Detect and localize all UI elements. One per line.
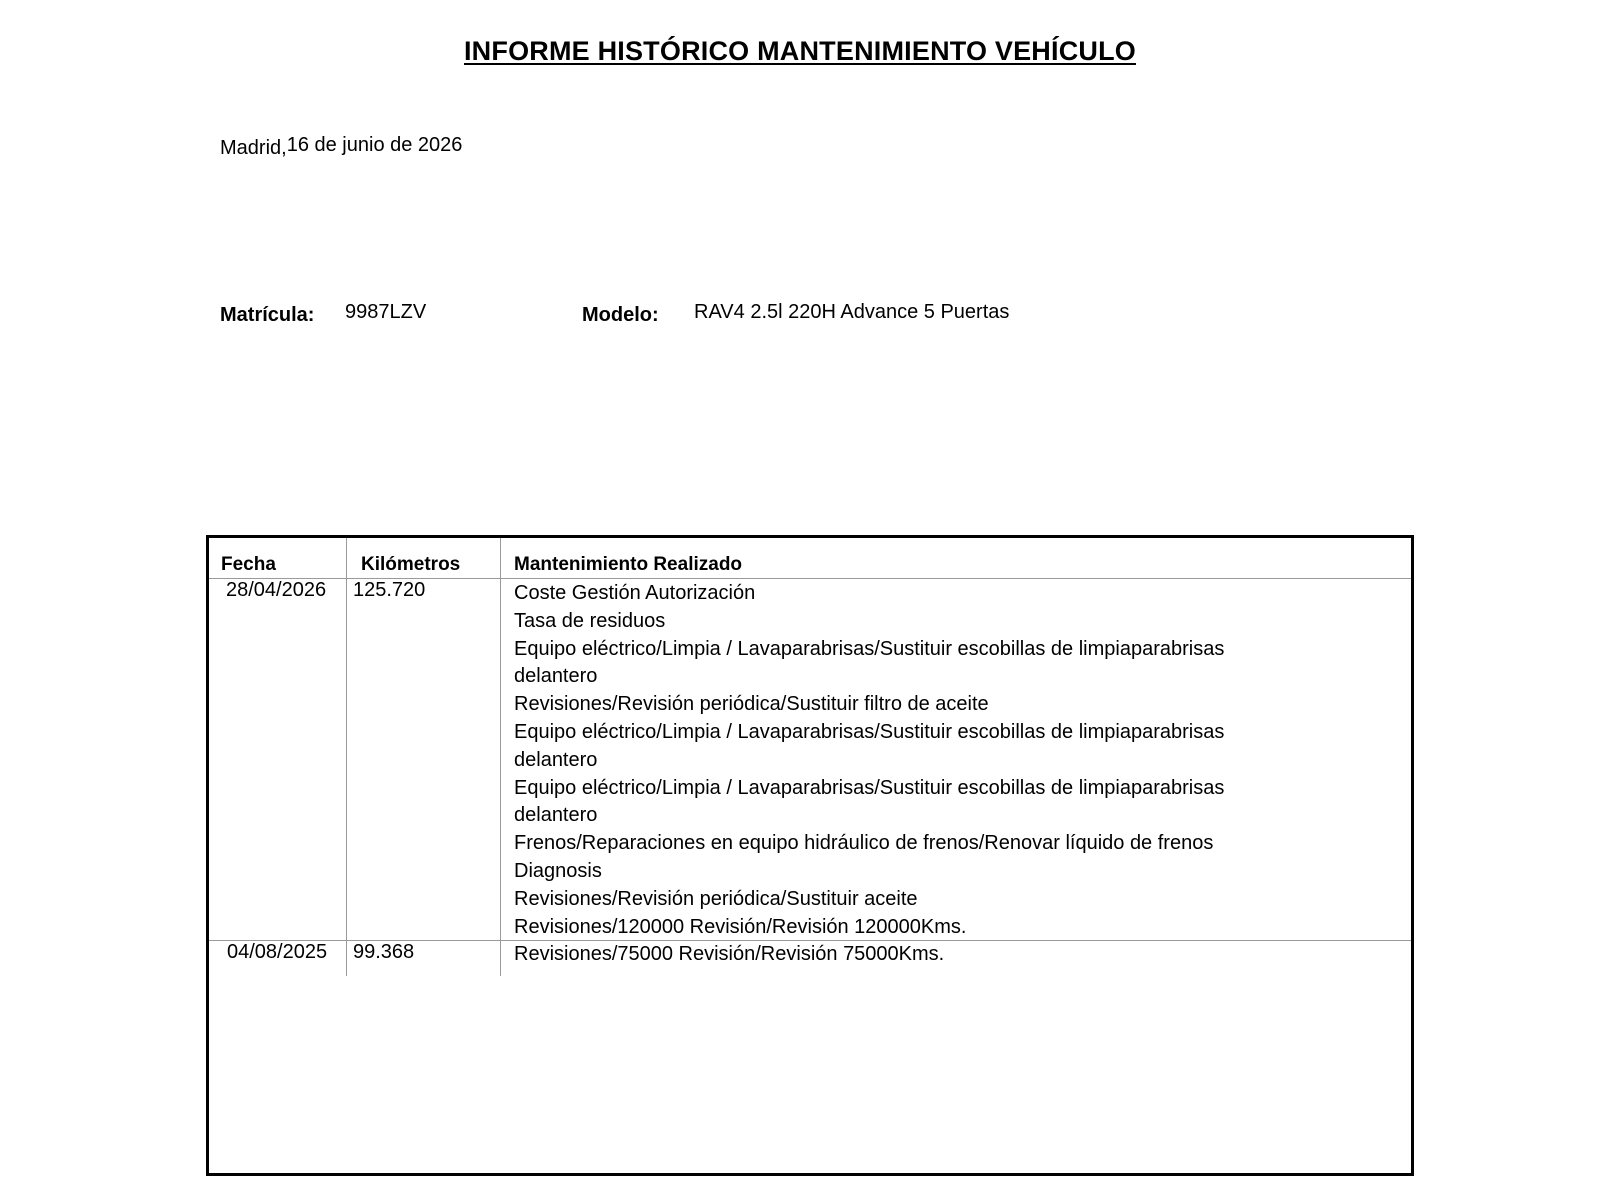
maintenance-item: Frenos/Reparaciones en equipo hidráulico de frenos/Renovar líquido de frenos (514, 832, 1214, 855)
header-km: Kilómetros (361, 554, 461, 575)
maintenance-item: Diagnosis (514, 859, 602, 882)
model-value: RAV4 2.5l 220H Advance 5 Puertas (694, 301, 1010, 323)
model-label: Modelo: (582, 304, 659, 326)
maintenance-item: Tasa de residuos (514, 609, 666, 632)
plate-value: 9987LZV (345, 301, 427, 323)
report-place: Madrid, (220, 137, 287, 159)
report-date-line (220, 134, 462, 157)
maintenance-item: Revisiones/75000 Revisión/Revisión 75000Kms. (514, 943, 945, 965)
report-date: 16 de junio de 2026 (286, 134, 463, 156)
row-1-km: 125.720 (353, 579, 426, 601)
header-work: Mantenimiento Realizado (514, 554, 743, 575)
maintenance-item: Equipo eléctrico/Limpia / Lavaparabrisas/Sustituir escobillas de limpiaparabrisas delantero (514, 720, 1225, 771)
row-1-date: 28/04/2026 (226, 579, 327, 601)
maintenance-item: Revisiones/Revisión periódica/Sustituir filtro de aceite (514, 693, 989, 716)
maintenance-item: Equipo eléctrico/Limpia / Lavaparabrisas/Sustituir escobillas de limpiaparabrisas delantero (514, 776, 1225, 827)
maintenance-item: Coste Gestión Autorización (514, 582, 756, 604)
column-divider-date-km (346, 538, 347, 976)
row-2-km: 99.368 (353, 941, 415, 963)
row-2-date: 04/08/2025 (227, 941, 328, 963)
column-divider-km-work (500, 538, 501, 976)
row-1-maintenance-list (514, 580, 1254, 941)
maintenance-item: Revisiones/120000 Revisión/Revisión 120000Kms. (514, 915, 967, 938)
maintenance-item: Revisiones/Revisión periódica/Sustituir aceite (514, 887, 918, 910)
plate-label: Matrícula: (220, 304, 315, 326)
maintenance-item: Equipo eléctrico/Limpia / Lavaparabrisas/Sustituir escobillas de limpiaparabrisas delantero (514, 637, 1225, 688)
header-date: Fecha (221, 554, 276, 575)
report-title: INFORME HISTÓRICO MANTENIMIENTO VEHÍCULO (463, 36, 1136, 66)
maintenance-table (206, 535, 1414, 1176)
row-2-maintenance-list (514, 941, 1254, 969)
